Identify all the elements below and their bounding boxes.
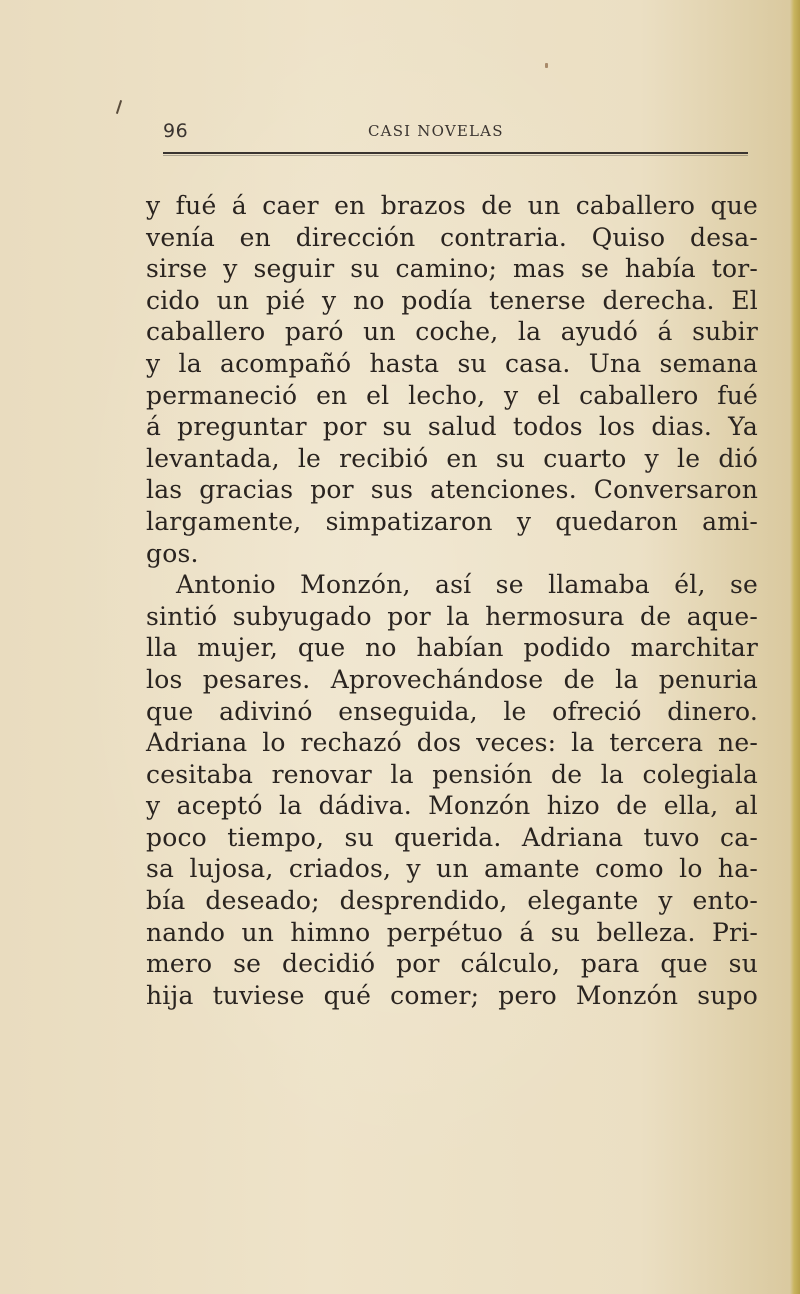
text-line: mero se decidió por cálculo, para que su <box>146 949 758 979</box>
text-line: hija tuviese qué comer; pero Monzón supo <box>146 980 758 1010</box>
text-line: permaneció en el lecho, y el caballero fué <box>146 380 758 410</box>
running-head: CASI NOVELAS <box>368 122 504 140</box>
ink-dot <box>545 63 548 68</box>
text-line: sintió subyugado por la hermosura de aque- <box>146 601 758 631</box>
text-line: Adriana lo rechazó dos veces: la tercera ne- <box>146 728 758 758</box>
text-line: largamente, simpatizaron y quedaron ami- <box>146 506 758 536</box>
header-rule-shadow <box>163 155 748 156</box>
page-number: 96 <box>163 120 189 142</box>
page-header <box>163 120 753 154</box>
text-line: sa lujosa, criados, y un amante como lo ha- <box>146 854 758 884</box>
text-line: nando un himno perpétuo á su belleza. Pri- <box>146 917 758 947</box>
text-line: los pesares. Aprovechándose de la penuria <box>146 664 758 694</box>
text-line: cesitaba renovar la pensión de la colegiala <box>146 759 758 789</box>
text-line: poco tiempo, su querida. Adriana tuvo ca- <box>146 822 758 852</box>
text-line: las gracias por sus atenciones. Conversaron <box>146 475 758 505</box>
text-line: y fué á caer en brazos de un caballero que <box>146 191 758 220</box>
text-line: caballero paró un coche, la ayudó á subir <box>146 317 758 347</box>
text-line: venía en dirección contraria. Quiso desa- <box>146 222 758 252</box>
text-line: levantada, le recibió en su cuarto y le dió <box>146 443 758 473</box>
paragraph-end-line: gos. <box>146 538 199 568</box>
text-line: y aceptó la dádiva. Monzón hizo de ella, al <box>146 791 758 821</box>
ink-mark <box>116 100 122 114</box>
text-line: á preguntar por su salud todos los dias. Ya <box>146 412 758 442</box>
text-line: bía deseado; desprendido, elegante y ento- <box>146 886 758 916</box>
text-line: que adivinó enseguida, le ofreció dinero. <box>146 696 758 726</box>
text-line: y la acompañó hasta su casa. Una semana <box>146 348 758 378</box>
text-line: cido un pié y no podía tenerse derecha. El <box>146 285 758 315</box>
text-line: sirse y seguir su camino; mas se había tor- <box>146 254 758 284</box>
paragraph-start-line: Antonio Monzón, así se llamaba él, se <box>176 570 758 600</box>
text-line: lla mujer, que no habían podido marchitar <box>146 633 758 663</box>
header-rule <box>163 152 748 154</box>
page-edge <box>790 0 800 1294</box>
body-text <box>146 190 758 1011</box>
